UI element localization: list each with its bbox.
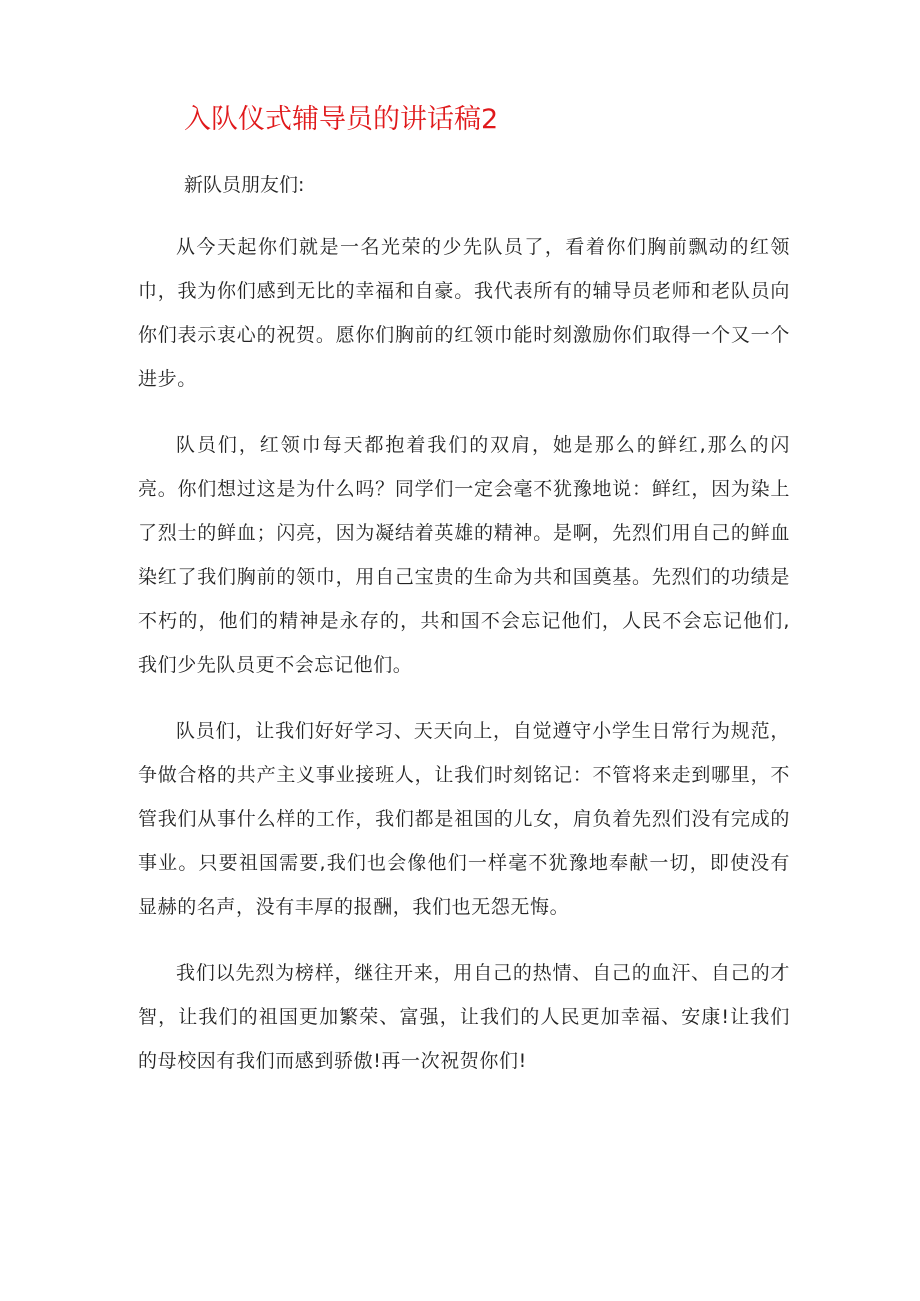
- paragraph-2: 队员们，红领巾每天都抱着我们的双肩，她是那么的鲜红,那么的闪亮。你们想过这是为什么吗？同学们一定会毫不犹豫地说：鲜红，因为染上了烈士的鲜血；闪亮，因为凝结着英雄的精神。是啊，先烈们用自己的鲜血染红了我们胸前的领巾，用自己宝贵的生命为共和国奠基。先烈们的功绩是不朽的，他们的精神是永存的，共和国不会忘记他们，人民不会忘记他们,我们少先队员更不会忘记他们。: [138, 434, 790, 676]
- document-title: 入队仪式辅导员的讲话稿2: [184, 104, 499, 135]
- paragraph-3: 队员们，让我们好好学习、天天向上，自觉遵守小学生日常行为规范，争做合格的共产主义事业接班人，让我们时刻铭记：不管将来走到哪里，不管我们从事什么样的工作，我们都是祖国的儿女，肩负着先烈们没有完成的事业。只要祖国需要,我们也会像他们一样毫不犹豫地奉献一切，即使没有显赫的名声，没有丰厚的报酬，我们也无怨无悔。: [138, 720, 790, 918]
- paragraph-1: 从今天起你们就是一名光荣的少先队员了，看着你们胸前飘动的红领巾，我为你们感到无比的幸福和自豪。我代表所有的辅导员老师和老队员向你们表示衷心的祝贺。愿你们胸前的红领巾能时刻激励你们取得一个又一个进步。: [138, 236, 790, 390]
- salutation: 新队员朋友们:: [184, 174, 305, 196]
- paragraph-4: 我们以先烈为榜样，继往开来，用自己的热情、自己的血汗、自己的才智，让我们的祖国更加繁荣、富强，让我们的人民更加幸福、安康!让我们的母校因有我们而感到骄傲!再一次祝贺你们!: [138, 962, 790, 1072]
- document-body: [138, 225, 790, 1105]
